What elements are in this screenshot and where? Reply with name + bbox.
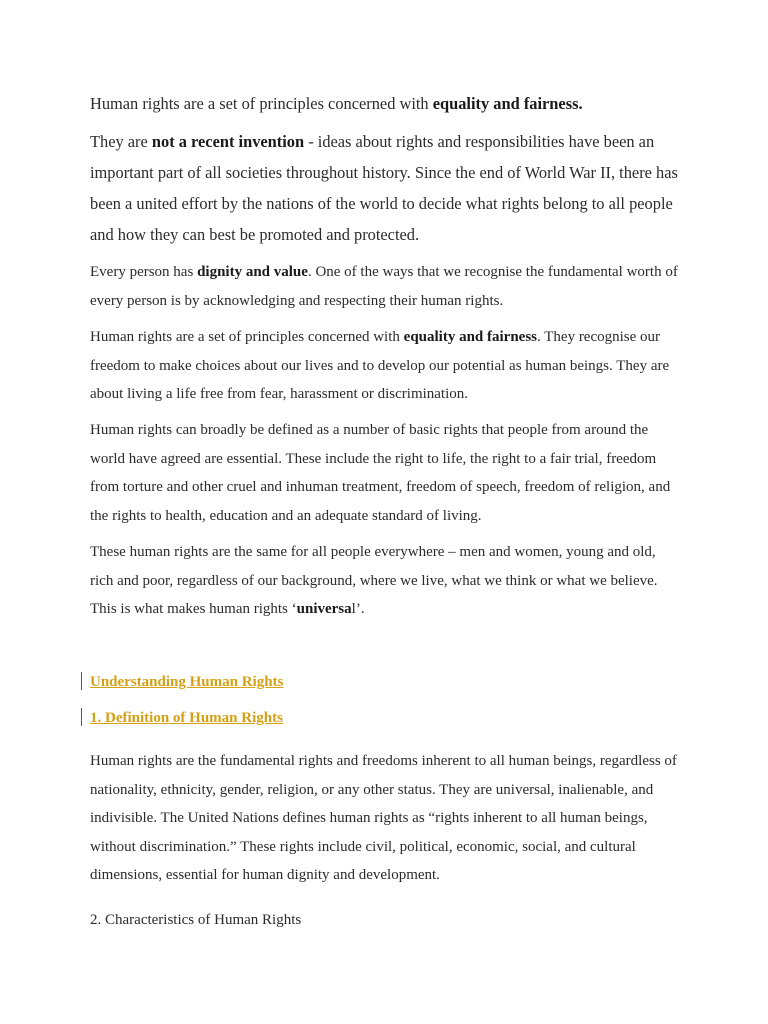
intro-paragraph-1 [90, 88, 682, 119]
definition-of-human-rights-heading[interactable]: 1. Definition of Human Rights [90, 710, 283, 726]
intro-p2-bold: not a recent invention [151, 132, 305, 151]
change-bar-marker [81, 708, 82, 726]
characteristics-heading: 2. Characteristics of Human Rights [90, 912, 302, 928]
intro-p4-bold: equality and fairness [403, 329, 538, 345]
intro-p3-text-before: Every person has [90, 264, 198, 280]
intro-paragraph-2 [90, 126, 682, 250]
intro-paragraph-4 [90, 323, 682, 409]
change-bar-marker [81, 672, 82, 690]
intro-p3-text-after: . One of the ways that we recognise the fundamental worth of every person is by acknowledging and respecting their human rights. [90, 264, 678, 309]
intro-p3-bold: dignity and value [197, 264, 308, 280]
intro-p4-text-before: Human rights are a set of principles concerned with [90, 329, 404, 345]
definition-paragraph: Human rights are the fundamental rights and freedoms inherent to all human beings, regardless of nationality, ethnicity, gender, religion, or any other status. They are universal, inalienable, and indivisible. The United Nations defines human rights as “rights inherent to all human beings, without discrimination.” These rights include civil, political, economic, social, and cultural dimensions, essential for human dignity and development. [90, 753, 677, 884]
intro-paragraph-6 [90, 538, 682, 624]
intro-p6-text-after: l’. [351, 601, 365, 618]
intro-paragraph-3 [90, 258, 682, 315]
intro-p6-text-before: These human rights are the same for all people everywhere – men and women, young and old, rich and poor, regardless of our background, where we live, what we think or what we believe. This is what makes human rights ‘ [90, 544, 658, 618]
intro-p2-text-before: They are [90, 132, 152, 151]
intro-p4-text-after: . They recognise our freedom to make choices about our lives and to develop our potential as human beings. They are about living a life free from fear, harassment or discrimination. [90, 329, 670, 403]
intro-p6-bold: universa [296, 601, 352, 618]
intro-p5-text: Human rights can broadly be defined as a number of basic rights that people from around the world have agreed are essential. These include the right to life, the right to a fair trial, freedom from torture and other cruel and inhuman treatment, freedom of speech, freedom of religion, and the rights to health, education and an adequate standard of living. [90, 422, 671, 524]
understanding-human-rights-heading[interactable]: Understanding Human Rights [90, 674, 284, 690]
intro-paragraph-5 [90, 416, 682, 530]
intro-p1-bold: equality and fairness. [432, 94, 583, 113]
intro-p1-text: Human rights are a set of principles concerned with [90, 94, 433, 113]
intro-p2-text-after: - ideas about rights and responsibilities have been an important part of all societies throughout history. Since the end of World War II, there has been a united effort by the nations of the world to decide what rights belong to all people and how they can best be promoted and protected. [90, 132, 678, 244]
